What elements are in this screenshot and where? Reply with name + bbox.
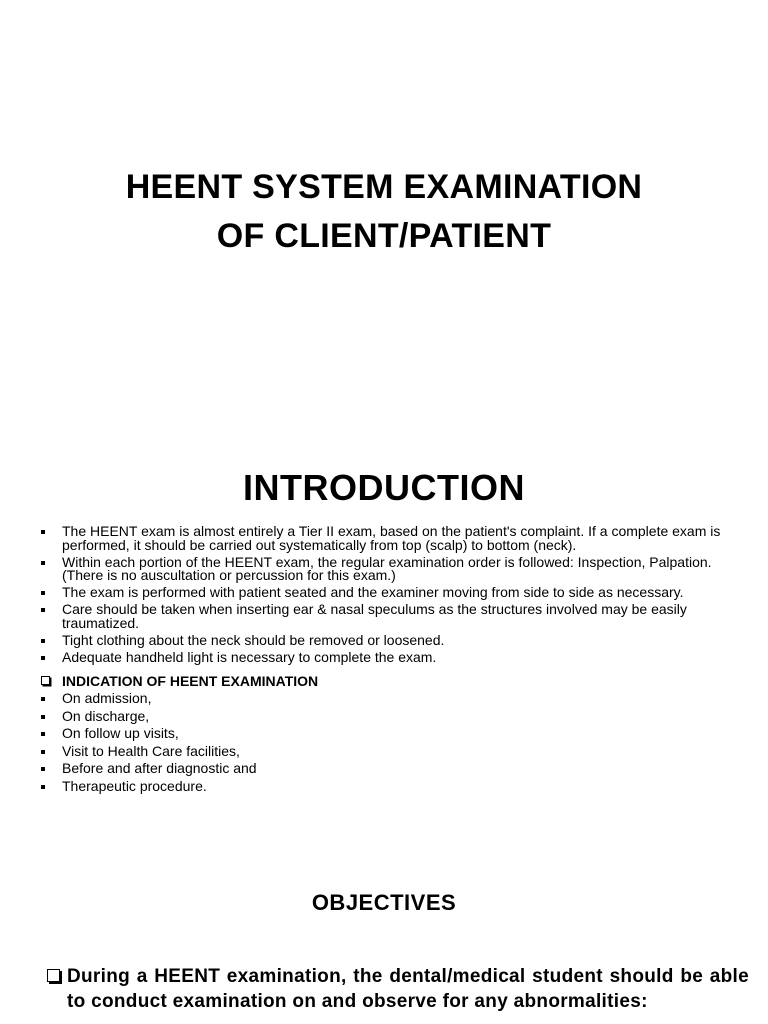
list-item: The exam is performed with patient seated and the examiner moving from side to side as necessary. <box>62 586 752 600</box>
list-item: Care should be taken when inserting ear & nasal speculums as the structures involved may be easily traumatized. <box>62 603 752 630</box>
list-item: On follow up visits, <box>62 725 752 743</box>
title-line-1: HEENT SYSTEM EXAMINATION <box>125 168 643 206</box>
indication-list <box>62 690 752 795</box>
indication-title: INDICATION OF HEENT EXAMINATION <box>62 673 319 689</box>
indication-section <box>62 673 752 795</box>
introduction-heading: INTRODUCTION <box>243 467 525 508</box>
list-item: Therapeutic procedure. <box>62 778 752 796</box>
document-title <box>0 163 768 261</box>
objectives-heading: OBJECTIVES <box>311 890 457 915</box>
list-item: On discharge, <box>62 708 752 726</box>
indication-title-row <box>62 673 752 690</box>
introduction-list <box>62 525 752 668</box>
list-item: Within each portion of the HEENT exam, the regular examination order is followed: Inspection, Palpation. (There is no auscultation or percussion for this exam.) <box>62 556 752 583</box>
objective-paragraph <box>67 964 749 1014</box>
title-line-2: OF CLIENT/PATIENT <box>216 217 552 255</box>
list-item: Visit to Health Care facilities, <box>62 743 752 761</box>
list-item: The HEENT exam is almost entirely a Tier II exam, based on the patient's complaint. If a complete exam is performed, it should be carried out systematically from top (scalp) to bottom (neck). <box>62 525 752 552</box>
list-item: Adequate handheld light is necessary to complete the exam. <box>62 651 752 665</box>
list-item: On admission, <box>62 690 752 708</box>
checkbox-bullet-icon <box>47 969 60 982</box>
objective-text: During a HEENT examination, the dental/medical student should be able to conduct examination on and observe for any abnormalities: <box>67 966 749 1012</box>
list-item: Tight clothing about the neck should be removed or loosened. <box>62 634 752 648</box>
checkbox-bullet-icon <box>41 676 50 685</box>
list-item: Before and after diagnostic and <box>62 760 752 778</box>
